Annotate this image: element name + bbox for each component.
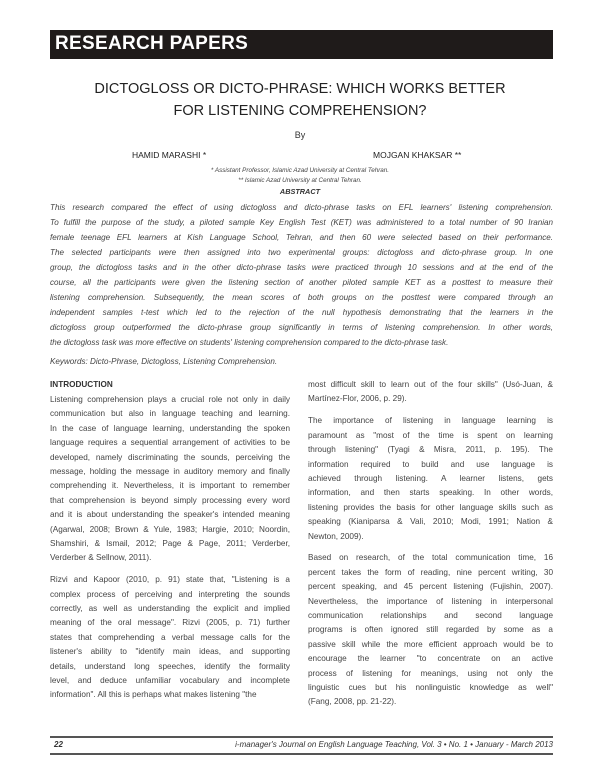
abstract-line: listening comprehension. Subsequently, the mean scores of both groups on the posttest were compared through an [50,293,553,302]
abstract-body [50,200,553,350]
paragraph-line: language requires a sequential arrangement of activities to be [50,438,290,448]
paragraph-line: communication relationships and second language [308,611,553,621]
abstract-line: group, the dictogloss tasks and in the other dicto-phrase tasks were practiced through 10 sessions and at the end of the [50,263,553,272]
affiliation-2: ** Islamic Azad University at Central Tehran. [238,177,362,184]
section-label: RESEARCH PAPERS [55,33,249,54]
paragraph-line: The importance of listening in language learning is [308,416,553,426]
paragraph-line: most difficult skill to learn out of the four skills" (Usó-Juan, & [308,380,553,389]
abstract-line: course, all the participants were given the listening section of another piloted sample KET as a posttest to measure their [50,278,553,287]
paragraph-line: through listening" (Tyagi & Misra, 2011, p. 195). The [308,445,553,455]
abstract-line: the dictogloss task was more effective on students' listening comprehension compared to the dicto-phrase task. [50,338,449,347]
abstract-heading: ABSTRACT [279,187,321,196]
paragraph-line: comprehending it. Nevertheless, it is important to remember [50,481,290,491]
paragraph [308,378,553,407]
section-header-bar [50,30,553,59]
abstract-line: This research compared the effect of using dictogloss and dicto-phrase tasks on EFL learners' listening comprehension. [50,203,553,212]
page-number: 22 [54,740,63,749]
paragraph-line: speaking (Kianiparsa & Vali, 2010; Modi, 1991; Nation & [308,517,553,527]
paragraph-line: meaning of the oral message". Rizvi (2005, p. 71) further [50,618,290,628]
article-title-line-1: DICTOGLOSS OR DICTO-PHRASE: WHICH WORKS BETTER [94,81,506,97]
abstract-line: female teenage EFL learners at Kish Language School, Tehran, and then 60 were selected based on their performance. [50,233,553,242]
paragraph-line: process of listening for meanings, using not only the [308,668,553,678]
paragraph-line: correctly, as well as understanding the explicit and implied [50,604,290,614]
author-1: HAMID MARASHI * [132,150,207,160]
paragraph-line: Martínez-Flor, 2006, p. 29). [308,394,407,404]
paragraph-line: linguistic cues but his nonlinguistic knowledge as well" [308,683,553,692]
paragraph-line: passive skill while the more efficient approach would be to [308,639,553,649]
abstract-line: independent samples t-test which led to the rejection of the null hypothesis demonstrating that the learners in the [50,308,553,317]
article-title-line-2: FOR LISTENING COMPREHENSION? [173,103,427,119]
left-column [50,377,290,710]
paragraph-line: paramount as "most of the time is spent on learning [308,430,553,440]
paragraph-line: developed, namely discriminating the sounds, perceiving the [50,452,290,462]
paragraph-line: details, understand long speeches, identify the formality [50,661,290,671]
paragraph-line: communication but also in language teaching and learning. [50,409,290,419]
paragraph-line: message, holding the message in auditory memory and finally [50,466,290,476]
paragraph-line: Verderber & Sellnow, 2011). [50,553,152,563]
keywords [50,354,553,369]
paragraph-line: Shamshiri, & Ismail, 2012; Page & Page, 2011; Verderber, [50,538,290,548]
paragraph-line: achieved through listening. A learner listens, gets [308,473,553,483]
paragraph-line: Newton, 2009). [308,531,364,541]
paragraph-line: Listening comprehension plays a crucial role not only in daily [50,395,290,404]
author-2: MOJGAN KHAKSAR ** [373,150,462,160]
paragraph [50,573,290,703]
paragraph-line: listener's ability to "identify main ideas, and supporting [50,647,290,657]
paragraph-line: listening provides the basis for other language skills such as [308,502,553,512]
paragraph-line: states that comprehending a verbal message calls for the [50,632,290,642]
paragraph-line: information, and then starts speaking. In other words, [308,488,553,498]
footer-rule-top [50,736,553,738]
paragraph-line: Rizvi and Kapoor (2010, p. 91) state that, "Listening is a [50,575,290,585]
paragraph-line: information". All this is perhaps what makes listening "the [50,690,257,700]
paragraph-line: percent takes the form of reading, nine percent writing, 30 [308,567,553,577]
paragraph-line: (Agarwal, 2008; Brown & Yule, 1983; Hargie, 2010; Noordin, [50,524,290,534]
abstract-line: The selected participants were then assigned into two experimental groups: dictogloss and dicto-phrase group. In one [50,248,553,257]
introduction-heading: INTRODUCTION [50,380,113,389]
paragraph-line: encourage the learner "to concentrate on an active [308,654,553,664]
paragraph [50,393,290,566]
paragraph-line: level, and deduce unfamiliar vocabulary and incomplete [50,676,290,686]
journal-citation: i-manager's Journal on English Language Teaching, Vol. 3 • No. 1 • January - March 2013 [235,740,553,749]
paragraph-line: information required to build and use language is [308,459,553,469]
abstract-line: To fulfill the purpose of the study, a piloted sample Key English Test (KET) was administered to a total number of 90 Iranian [50,218,553,227]
right-column [308,378,553,717]
footer-rule-bottom [50,753,553,755]
affiliation-1: * Assistant Professor, Islamic Azad University at Central Tehran. [210,167,390,174]
paragraph [308,414,553,544]
paragraph-line: Based on research, of the total communication time, 16 [308,553,553,563]
paragraph-line: complex process of perceiving and interpreting the sounds [50,589,290,599]
paragraph [308,551,553,709]
paragraph-line: that comprehension is beyond simply processing every word [50,495,290,505]
paragraph-line: In the case of language learning, understanding the spoken [50,423,290,433]
paragraph-line: and it is about understanding the speaker's intended meaning [50,510,290,520]
paragraph-line: (Fang, 2008, pp. 21-22). [308,697,397,707]
paragraph-line: percent speaking, and 45 percent listening (Fujishin, 2007). [308,582,553,592]
keywords-text: Keywords: Dicto-Phrase, Dictogloss, Listening Comprehension. [50,357,278,366]
abstract-line: dictogloss group outperformed the dicto-phrase group significantly in terms of listening comprehension. In other words, [50,323,553,332]
paragraph-line: programs is often ignored still regarded by some as a [308,625,553,635]
byline: By [294,130,306,140]
paragraph-line: Nevertheless, the importance of listening in interpersonal [308,596,553,606]
